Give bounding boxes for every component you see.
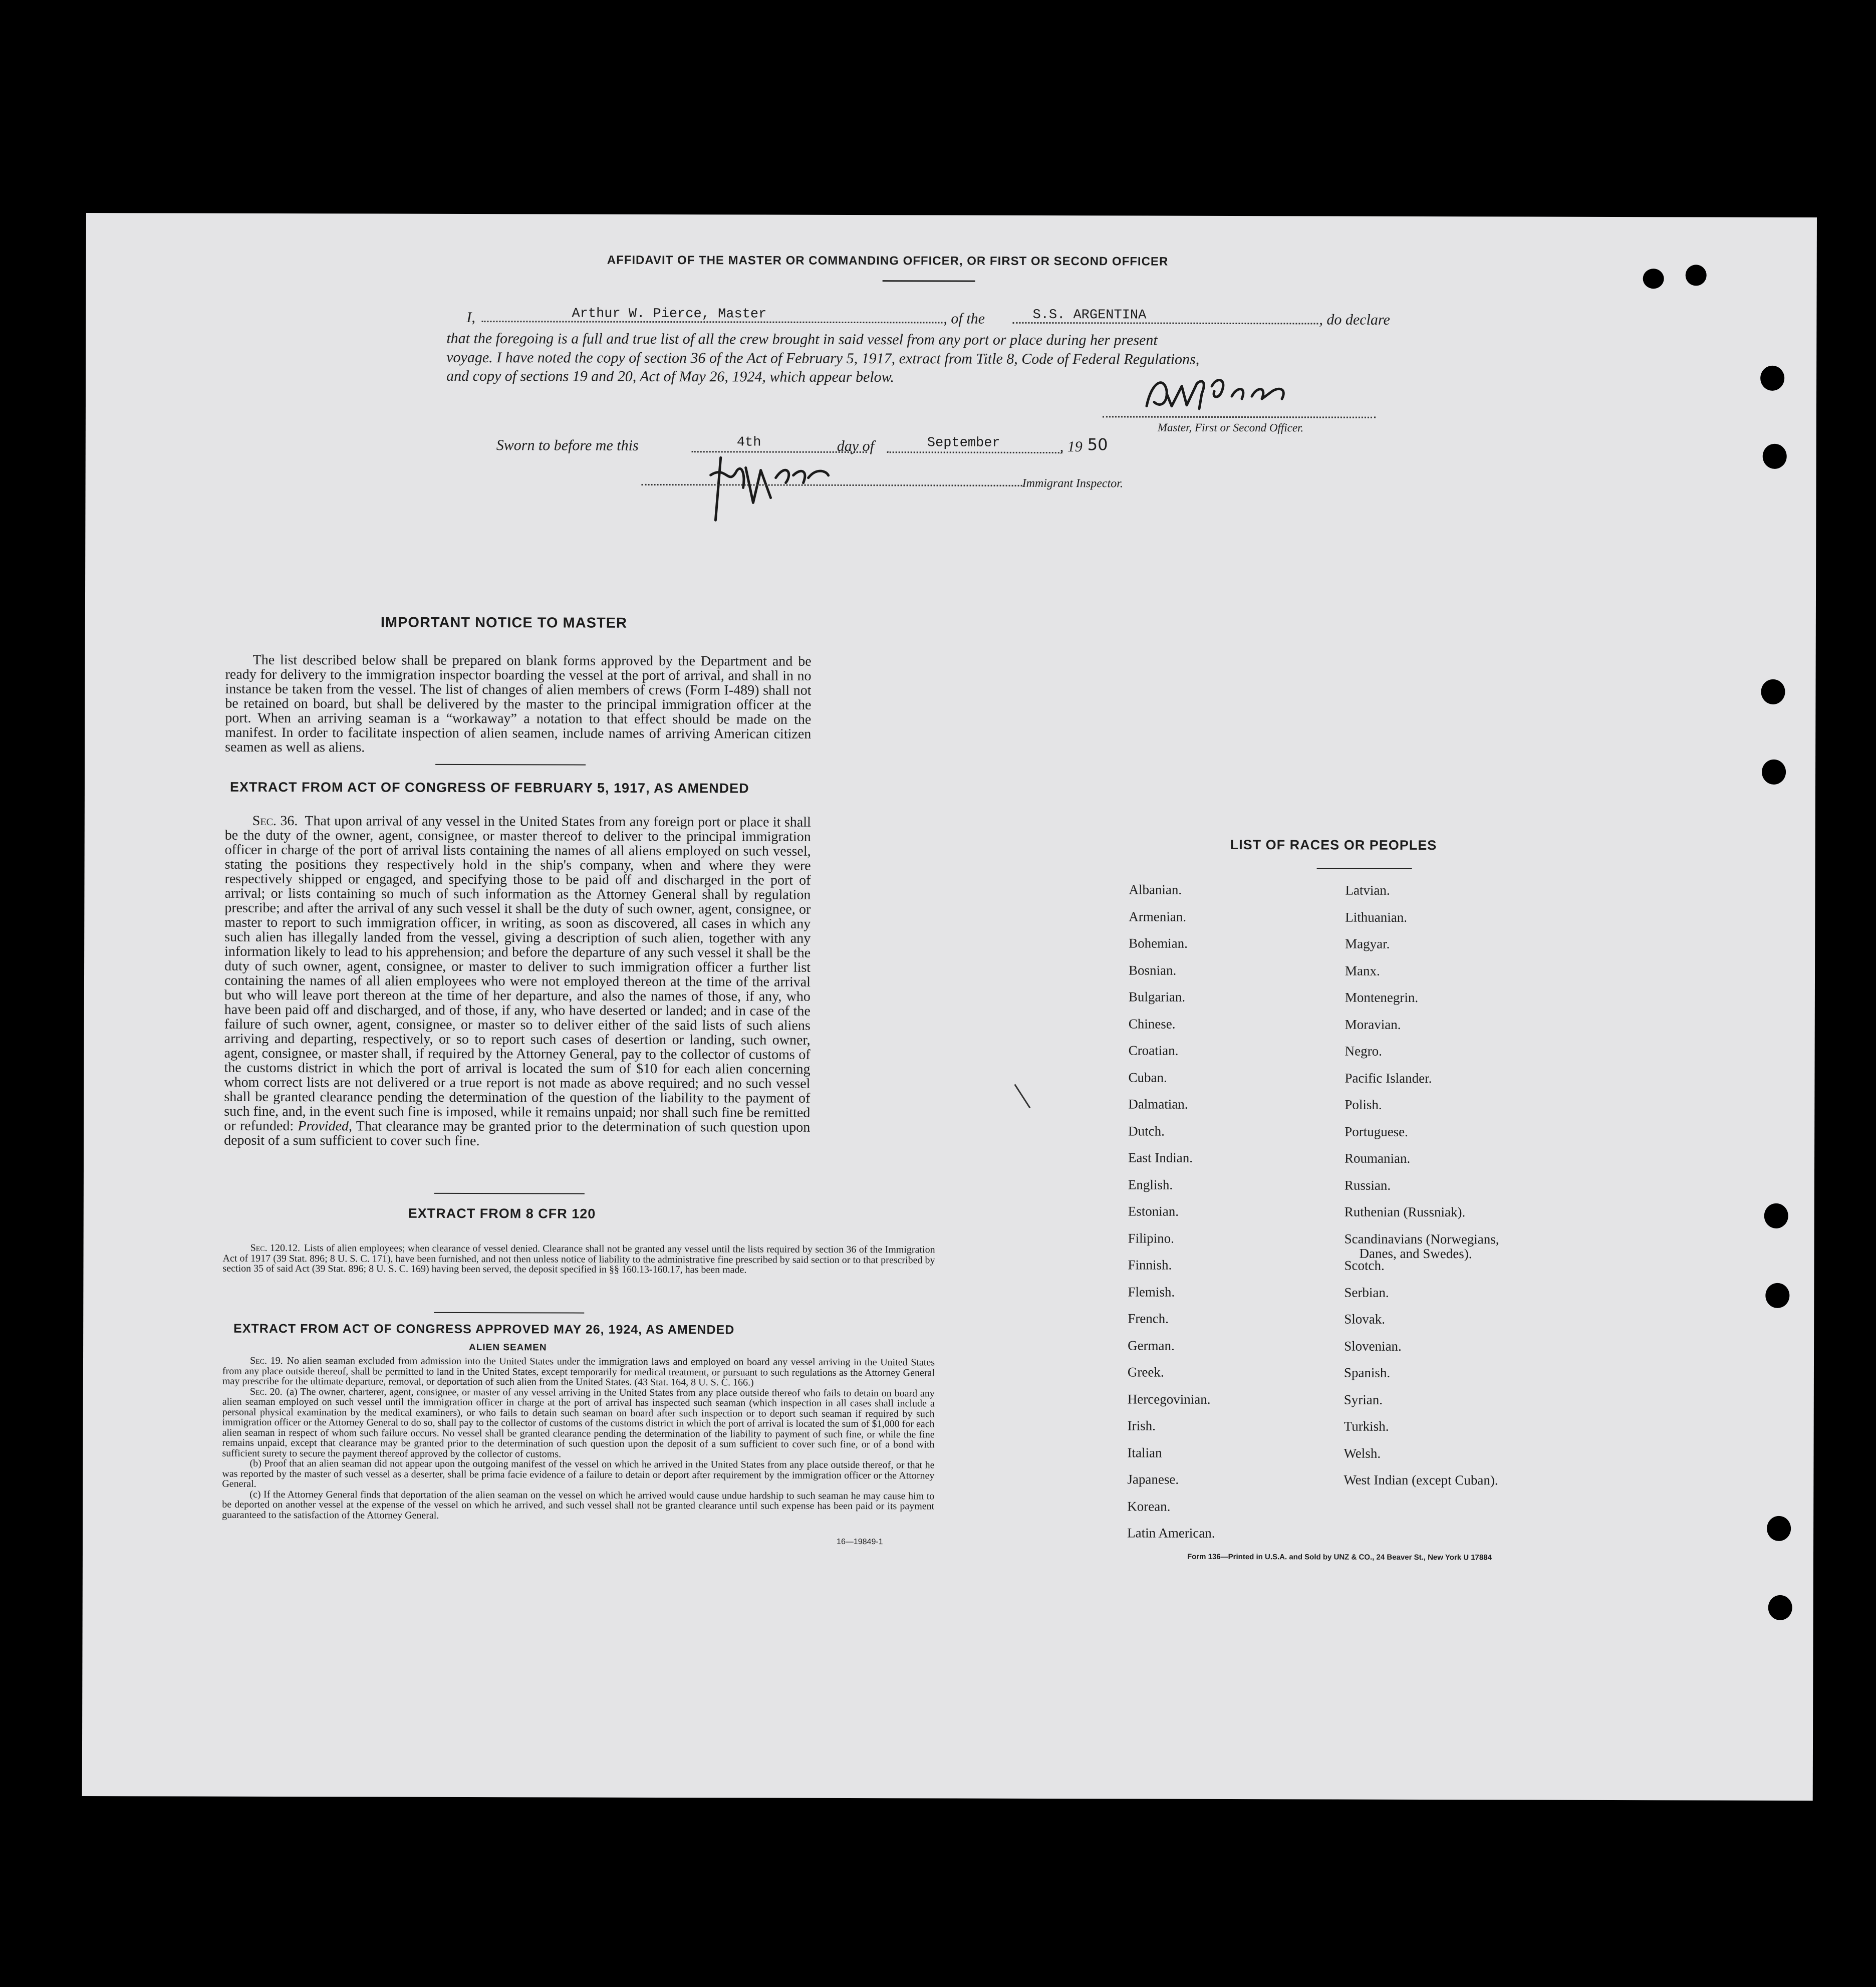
punch-hole [1643, 269, 1664, 289]
sec-20b-paragraph: (b) Proof that an alien seaman did not appear upon the outgoing manifest of the vessel on which he arrived in the United States from any place outside thereof, or that he was reported by the master of such vessel as a deserter, shall be prima facie evidence of a failure to detain or deport after requirement by the immigration officer or the Attorney General. [222, 1457, 935, 1489]
race-item: Dutch. [1128, 1123, 1165, 1139]
race-item: French. [1128, 1311, 1169, 1326]
sworn-month-line [887, 451, 1062, 453]
of-the-label: , of the [943, 310, 985, 327]
sec-20c-paragraph: (c) If the Attorney General finds that deportation of the alien seaman on the vessel on which he arrived would cause undue hardship to such seaman he may cause him to be deported on another vessel at the expense of the vessel on which he arrived, and such vessel shall not be granted clearance until such expense has been paid or its payment guaranteed to the satisfaction of the Attorney General. [222, 1488, 935, 1521]
notice-body: The list described below shall be prepared on blank forms approved by the Department and be ready for delivery to the immigration inspector boarding the vessel at the port of arrival, and shall in no instance be taken from the vessel. The list of changes of alien members of crews (Form I-489) shall not be retained on board, but shall be delivered by the master to the principal immigration officer at the port. When an arriving seaman is a “workaway” a notation to that effect should be made on the manifest. In order to facilitate inspection of alien seamen, include names of arriving American citizen seamen as well as aliens. [225, 652, 812, 756]
race-item: Irish. [1127, 1418, 1156, 1433]
race-item: Korean. [1127, 1498, 1171, 1514]
sec-36-label: Sec. 36. [252, 813, 298, 829]
race-item: Moravian. [1345, 1017, 1401, 1032]
race-item: West Indian (except Cuban). [1344, 1472, 1498, 1488]
race-item: Chinese. [1128, 1016, 1176, 1032]
punch-hole [1686, 265, 1707, 286]
document-page [82, 213, 1817, 1801]
extract-cfr-rule [434, 1312, 584, 1314]
race-item: Danes, and Swedes). [1359, 1246, 1472, 1261]
race-item: Albanian. [1129, 882, 1182, 897]
sec-19-text: No alien seaman excluded from admission into the United States under the immigration laws and employed on board any vessel arriving in the United States from any place outside thereof, shall be permitted to land in the United States, except temporarily for medical treatment, or pursuant to such regulations as the Attorney General may prescribe for the ultimate departure, removal, or deportation of such alien from the United States. (43 Stat. 164, 8 U. S. C. 166.) [222, 1355, 935, 1388]
extract-1924-heading: EXTRACT FROM ACT OF CONGRESS APPROVED MAY 26, 1924, AS AMENDED [233, 1321, 735, 1337]
race-item: Syrian. [1344, 1392, 1383, 1407]
punch-hole [1768, 1595, 1792, 1620]
race-item: Welsh. [1344, 1445, 1381, 1461]
race-item: Spanish. [1344, 1365, 1391, 1380]
races-heading: LIST OF RACES OR PEOPLES [1230, 837, 1437, 853]
race-item: Slovenian. [1344, 1338, 1402, 1354]
race-item: East Indian. [1128, 1150, 1193, 1165]
race-item: Greek. [1127, 1364, 1164, 1380]
vessel-name: S.S. ARGENTINA [1032, 307, 1147, 323]
race-item: Russian. [1344, 1177, 1391, 1193]
year-prefix: , 19 [1059, 438, 1083, 455]
race-item: Latvian. [1345, 882, 1390, 898]
race-item: English. [1128, 1176, 1173, 1192]
sec-20a-text: (a) The owner, charterer, agent, consignee, or master of any vessel arriving in the United States from any place outside thereof who fails to detain on board any alien seaman employed on such vessel until the immigration officer in charge at the port of arrival has inspected such seaman (which inspection in all cases shall include a personal physical examination by the medical examiners), or who fails to detain such seaman on board after such inspection or to deport such seaman if required by such immigration officer or the Attorney General to do so, shall pay to the collector of customs of the customs district in which the port of arrival is located the sum of $1,000 for each alien seaman in respect of whom such failure occurs. No vessel shall be granted clearance pending the determination of the liability to payment of such fine, or while the fine remains unpaid, except that clearance may be granted prior to the determination of such question upon the deposit of a sum sufficient to cover such fine, or of a bond with sufficient surety to secure the payment thereof approved by the collector of customs. [222, 1386, 935, 1459]
title-rule [883, 280, 975, 282]
sworn-day: 4th [736, 435, 761, 450]
sec-120-text: Lists of alien employees; when clearance of vessel denied. Clearance shall not be granted any vessel until the lists required by section 36 of the Immigration Act of 1917 (39 Stat. 896; 8 U. S. C. 171), have been furnished, and not then unless notice of liability to the administrative fine prescribed by said section or to that prescribed by section 35 of said Act (39 Stat. 896; 8 U. S. C. 169) having been served, the deposit specified in §§ 160.13-160.17, has been made. [222, 1243, 935, 1276]
master-signature [1137, 371, 1317, 416]
form-code: 16—19849-1 [837, 1537, 883, 1547]
sworn-label: Sworn to before me this [496, 437, 639, 454]
affidavit-title: AFFIDAVIT OF THE MASTER OR COMMANDING OFFICER, OR FIRST OR SECOND OFFICER [607, 253, 1169, 269]
do-declare-label: , do declare [1319, 311, 1390, 328]
race-item: Scotch. [1344, 1258, 1385, 1273]
declaration-line-2: voyage. I have noted the copy of section 36 of the Act of February 5, 1917, extract from Title 8, Code of Federal Regulations, [446, 349, 1200, 368]
race-item: Hercegovinian. [1127, 1391, 1211, 1407]
race-item: Cuban. [1128, 1069, 1167, 1085]
punch-hole [1763, 444, 1787, 469]
notice-heading: IMPORTANT NOTICE TO MASTER [380, 614, 628, 631]
race-item: Slovak. [1344, 1311, 1386, 1327]
sec-20-label: Sec. 20. [249, 1386, 283, 1397]
race-item: Scandinavians (Norwegians, [1344, 1231, 1499, 1247]
races-rule [1317, 868, 1412, 869]
race-item: Croatian. [1128, 1043, 1179, 1058]
race-item: Montenegrin. [1345, 989, 1419, 1005]
race-item: Lithuanian. [1345, 909, 1408, 925]
race-item: Armenian. [1129, 908, 1187, 924]
extract-1917-body [224, 814, 811, 1149]
extract-1924-subheading: ALIEN SEAMEN [469, 1342, 547, 1353]
punch-hole [1760, 366, 1784, 391]
race-item: Negro. [1345, 1043, 1382, 1059]
punch-hole [1762, 760, 1786, 785]
race-item: Italian [1127, 1444, 1162, 1460]
race-item: German. [1128, 1337, 1175, 1353]
provided-label: Provided, [298, 1118, 353, 1134]
race-item: Polish. [1345, 1097, 1382, 1112]
race-item: Dalmatian. [1128, 1096, 1188, 1112]
race-item: Roumanian. [1345, 1150, 1411, 1166]
extract-1917-rule [434, 1193, 585, 1194]
race-item: Bosnian. [1129, 962, 1177, 978]
race-item: Ruthenian (Russniak). [1344, 1204, 1466, 1220]
extract-1917-heading: EXTRACT FROM ACT OF CONGRESS OF FEBRUARY 5, 1917, AS AMENDED [229, 779, 749, 796]
race-item: Turkish. [1344, 1418, 1389, 1434]
day-of-label: day of [837, 437, 874, 455]
notice-rule [435, 764, 586, 766]
stray-mark [1014, 1084, 1030, 1109]
declaration-line-1: that the foregoing is a full and true list of all the crew brought in said vessel from any port or place during her present [446, 330, 1158, 349]
race-item: Bulgarian. [1128, 989, 1186, 1005]
declarant-name: Arthur W. Pierce, Master [572, 306, 767, 322]
sec-19-paragraph [222, 1356, 935, 1388]
race-item: Filipino. [1128, 1230, 1174, 1246]
race-item: Japanese. [1127, 1471, 1179, 1487]
sec-120-label: Sec. 120.12. [250, 1242, 300, 1254]
declaration-line-3: and copy of sections 19 and 20, Act of May 26, 1924, which appear below. [446, 367, 894, 386]
sworn-year: 50 [1087, 435, 1108, 454]
race-item: Estonian. [1128, 1203, 1179, 1219]
extract-1924-body [222, 1356, 935, 1522]
race-item: Serbian. [1344, 1285, 1389, 1300]
punch-hole [1764, 1203, 1788, 1228]
master-signature-line [1103, 416, 1376, 418]
sec-36-text-end: That clearance may be granted prior to the determination of such question upon deposit of a sum sufficient to cover such fine. [224, 1118, 811, 1149]
sec-20a-paragraph [222, 1386, 934, 1460]
race-item: Manx. [1345, 963, 1380, 978]
extract-cfr-body [222, 1243, 935, 1276]
race-item: Flemish. [1128, 1284, 1175, 1300]
punch-hole [1761, 679, 1785, 704]
race-item: Latin American. [1127, 1525, 1215, 1541]
declarant-prefix: I, [466, 309, 475, 326]
race-item: Bohemian. [1129, 935, 1188, 951]
inspector-caption: Immigrant Inspector. [1022, 476, 1123, 490]
race-item: Finnish. [1128, 1257, 1172, 1273]
punch-hole [1767, 1516, 1791, 1541]
race-item: Portuguese. [1345, 1124, 1408, 1139]
extract-cfr-heading: EXTRACT FROM 8 CFR 120 [408, 1205, 596, 1221]
sec-19-label: Sec. 19. [249, 1355, 283, 1367]
master-signature-caption: Master, First or Second Officer. [1157, 421, 1304, 434]
printer-footer: Form 136—Printed in U.S.A. and Sold by UNZ & CO., 24 Beaver St., New York U 17884 [1187, 1552, 1492, 1562]
race-item: Pacific Islander. [1345, 1070, 1432, 1086]
race-item: Magyar. [1345, 936, 1390, 951]
sec-36-text: That upon arrival of any vessel in the United States from any foreign port or place it shall be the duty of the owner, agent, consignee, or master thereof to deliver to the principal immigration officer in charge of the port of arrival lists containing the names of all aliens employed on such vessel, stating the positions they respectively hold in the ship's company, when and where they were respectively shipped or engaged, and specifying those to be paid off and discharged in the port of arrival; or lists containing so much of such information as the Attorney General shall by regulation prescribe; and after the arrival of any such vessel it shall be the duty of such owner, agent, consignee, or master to report to such immigration officer, in writing, as soon as discovered, all cases in which any such alien has illegally landed from the vessel, giving a description of such alien, together with any information likely to lead to his apprehension; and before the departure of any such vessel it shall be the duty of such owner, agent, consignee, or master to deliver to such immigration officer a further list containing the names of all alien employees who were not employed thereon at the time of the arrival but who will leave port thereon at the time of her departure, and also the names of those, if any, who have been paid off and discharged, and of those, if any, who have deserted or landed; and in case of the failure of such owner, agent, consignee, or master so to deliver either of the said lists of such aliens arriving and departing, respectively, or so to report such cases of desertion or landing, such owner, agent, consignee, or master shall, if required by the Attorney General, pay to the collector of customs of the customs district in which the port of arrival is located the sum of $10 for each alien concerning whom correct lists are not delivered or a true report is not made as above required; and no such vessel shall be granted clearance pending the determination of the question of the liability to the payment of such fine, and, in the event such fine is imposed, while it remains unpaid; nor shall such fine be remitted or refunded: [224, 813, 811, 1134]
punch-hole [1765, 1283, 1789, 1308]
sworn-month: September [927, 435, 1000, 451]
